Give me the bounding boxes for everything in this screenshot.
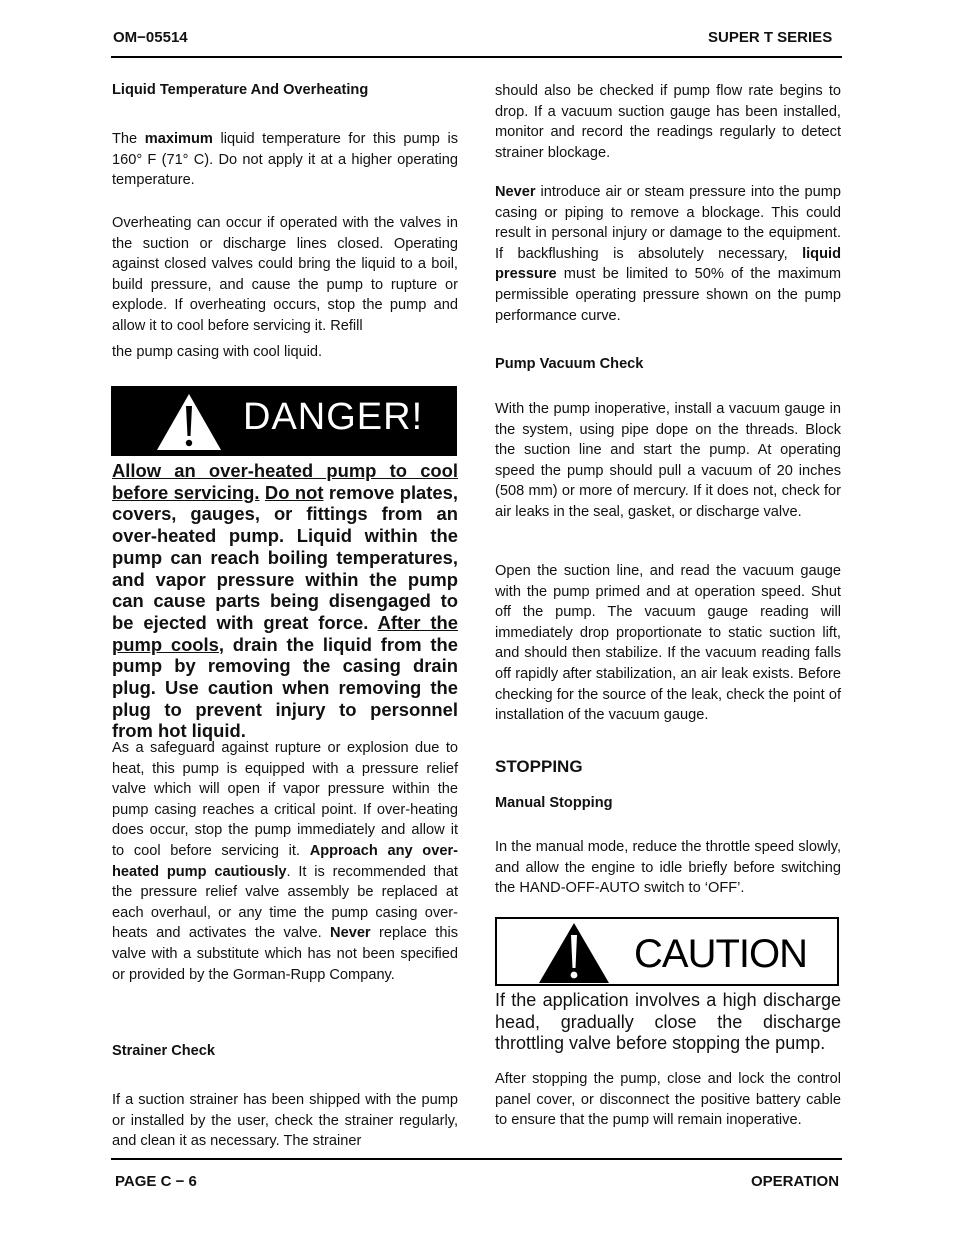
- vacuum-paragraph-2: Open the suction line, and read the vacuum gauge with the pump primed and at operation speed. Shut off the pump. The vacuum gauge reading will immediately drop proportionate to static suction lift, and should then stabilize. If the vacuum reading falls off rapidly after stabilization, an air leak exists. Before checking for the source of the leak, check the point of installation of the vacuum gauge.: [495, 563, 841, 724]
- page-number: PAGE C − 6: [115, 1173, 197, 1190]
- manual-stopping-heading: Manual Stopping: [495, 795, 613, 811]
- overheat-paragraph-tail: the pump casing with cool liquid.: [112, 344, 323, 360]
- danger-title: DANGER!: [243, 396, 424, 438]
- vacuum-paragraph-1: With the pump inoperative, install a vacuum gauge in the system, using pipe dope on the threads. Block the suction line and start the pump. At operating speed the pump should pull a vacuum of 20 inches (508 mm) or more of mercury. If it does not, check for air leaks in the seal, gasket, or discharge valve.: [495, 401, 841, 520]
- footer-rule: [111, 1158, 842, 1160]
- temp-paragraph: The maximum liquid temperature for this pump is 160° F (71° C). Do not apply it at a higher operating temperature.: [112, 131, 459, 189]
- caution-message: If the application involves a high discharge head, gradually close the discharge throttling valve before stopping the pump.: [495, 990, 841, 1053]
- after-stopping-paragraph: After stopping the pump, close and lock the control panel cover, or disconnect the positive battery cable to ensure that the pump will remain inoperative.: [495, 1071, 841, 1129]
- caution-label: [495, 917, 839, 986]
- vacuum-heading: Pump Vacuum Check: [495, 356, 644, 372]
- doc-id: OM−05514: [113, 29, 188, 46]
- strainer-paragraph: If a suction strainer has been shipped with the pump or installed by the user, check the strainer regularly, and clean it as necessary. The strainer: [112, 1092, 458, 1150]
- caution-title: CAUTION: [634, 932, 807, 976]
- manual-paragraph: In the manual mode, reduce the throttle speed slowly, and allow the engine to idle briefly before switching the HAND-OFF-AUTO switch to ‘OFF’.: [495, 839, 841, 897]
- danger-message: Allow an over-heated pump to cool before servicing. Do not remove plates, covers, gauges, or fittings from an over-heated pump. Liquid within the pump can reach boiling temperatures, and vapor pressure within the pump can cause parts being disengaged to be ejected with great force. After the pump cools, drain the liquid from the pump by removing the casing drain plug. Use caution when removing the plug to prevent injury to personnel from hot liquid.: [112, 460, 458, 742]
- danger-label: [111, 386, 457, 456]
- stopping-heading: STOPPING: [495, 757, 583, 776]
- section-name: OPERATION: [751, 1173, 840, 1190]
- strainer-continued: should also be checked if pump flow rate begins to drop. If a vacuum suction gauge has been installed, monitor and record the readings regularly to detect strainer blockage.: [495, 83, 841, 161]
- never-paragraph: Never introduce air or steam pressure into the pump casing or piping to remove a blockage. This could result in personal injury or damage to the equipment. If backflushing is absolutely necessary, liquid pressure must be limited to 50% of the maximum permissible operating pressure shown on the pump performance curve.: [495, 184, 841, 324]
- strainer-heading: Strainer Check: [112, 1043, 216, 1059]
- header-rule: [111, 56, 842, 58]
- overheat-paragraph: Overheating can occur if operated with the valves in the suction or discharge lines closed. Operating against closed valves could bring the liquid to a boil, build pressure, and cause the pump to rupture or explode. If overheating occurs, stop the pump and allow it to cool before servicing it. Refill: [112, 215, 458, 334]
- series-title: SUPER T SERIES: [708, 29, 833, 46]
- warning-triangle-icon: [537, 921, 611, 984]
- safeguard-paragraph: As a safeguard against rupture or explosion due to heat, this pump is equipped with a pressure relief valve which will open if vapor pressure within the pump casing reaches a critical point. If over-heating does occur, stop the pump immediately and allow it to cool before servicing it. Approach any over-heated pump cautiously. It is recommended that the pressure relief valve assembly be replaced at each overhaul, or any time the pump casing over-heats and activates the valve. Never replace this valve with a substitute which has not been specified or provided by the Gorman-Rupp Company.: [112, 740, 458, 983]
- warning-triangle-icon: [155, 392, 223, 452]
- liquid-temp-heading: Liquid Temperature And Overheating: [112, 82, 369, 98]
